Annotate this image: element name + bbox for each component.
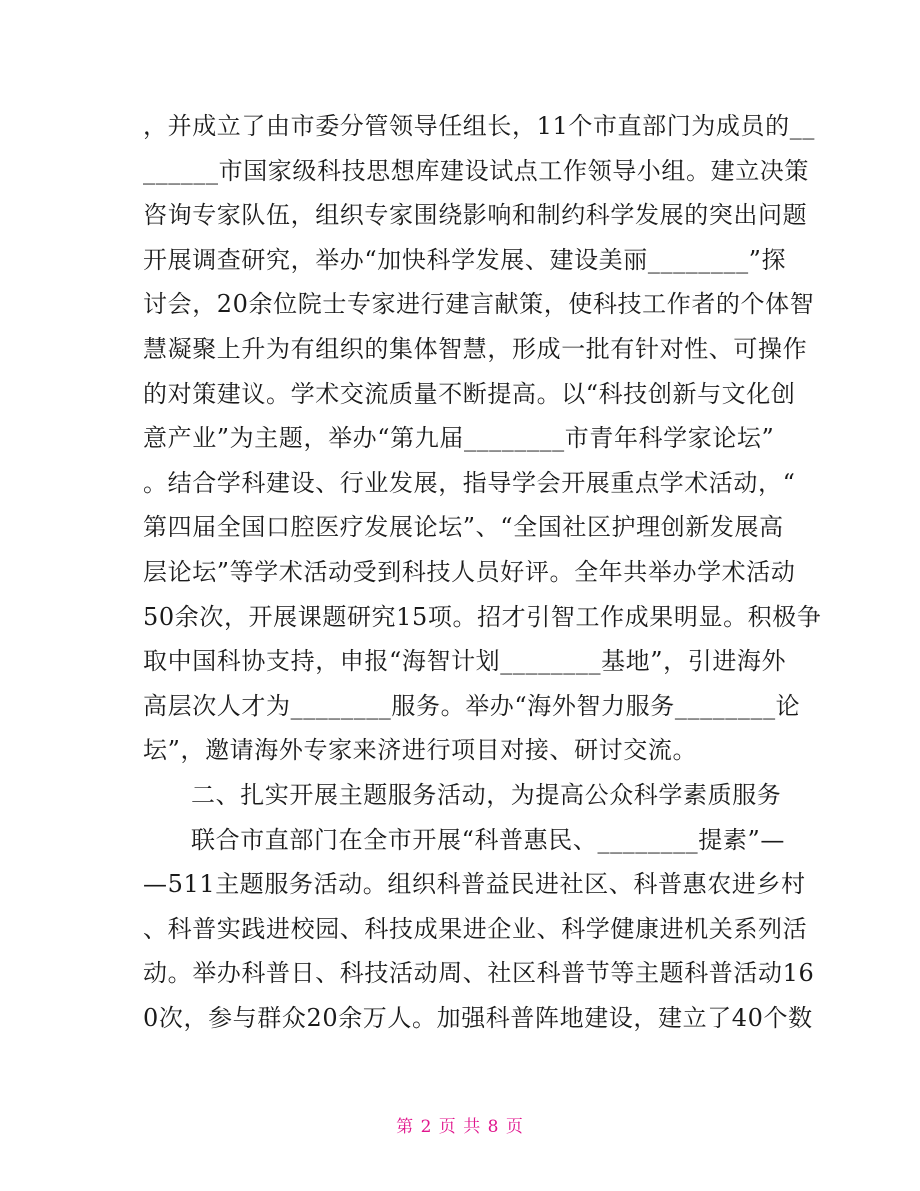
text-line: ，并成立了由市委分管领导任组长，11个市直部门为成员的__ [143,112,815,140]
text-line: 层论坛”等学术活动受到科技人员好评。全年共举办学术活动 [143,557,796,586]
text-line: 咨询专家队伍，组织专家围绕影响和制约科学发展的突出问题 [143,201,808,230]
text-line: 意产业”为主题，举办“第九届________市青年科学家论坛” [143,424,775,453]
text-line: 慧凝聚上升为有组织的集体智慧，形成一批有针对性、可操作 [143,334,808,363]
text-line: ______市国家级科技思想库建设试点工作领导小组。建立决策 [143,156,809,185]
text-line: 50余次，开展课题研究15项。招才引智工作成果明显。积极争 [143,602,822,631]
page-number-footer: 第 2 页 共 8 页 [396,1117,524,1137]
text-line: 开展调查研究，举办“加快科学发展、建设美丽________”探 [143,245,787,274]
text-line: 第四届全国口腔医疗发展论坛”、“全国社区护理创新发展高 [143,513,784,542]
text-line: 的对策建议。学术交流质量不断提高。以“科技创新与文化创 [143,379,796,408]
text-line: 。结合学科建设、行业发展，指导学会开展重点学术活动，“ [143,468,796,497]
paragraph-start-line: 联合市直部门在全市开展“科普惠民、________提素”— [191,825,785,854]
section-heading: 二、扎实开展主题服务活动，为提高公众科学素质服务 [191,780,782,809]
text-line: 高层次人才为________服务。举办“海外智力服务________论 [143,691,801,720]
text-line: 坛”，邀请海外专家来济进行项目对接、研讨交流。 [143,736,698,765]
text-line: 、科普实践进校园、科技成果进企业、科学健康进机关系列活 [143,914,808,943]
text-line: 取中国科协支持，申报“海智计划________基地”，引进海外 [143,647,787,676]
text-line: 0次，参与群众20余万人。加强科普阵地建设，建立了40个数 [143,1003,813,1032]
text-line: —511主题服务活动。组织科普益民进社区、科普惠农进乡村 [143,870,806,899]
text-line: 讨会，20余位院士专家进行建言献策，使科技工作者的个体智 [143,290,815,319]
document-body [143,104,822,1040]
text-line: 动。举办科普日、科技活动周、社区科普节等主题科普活动16 [143,959,815,988]
